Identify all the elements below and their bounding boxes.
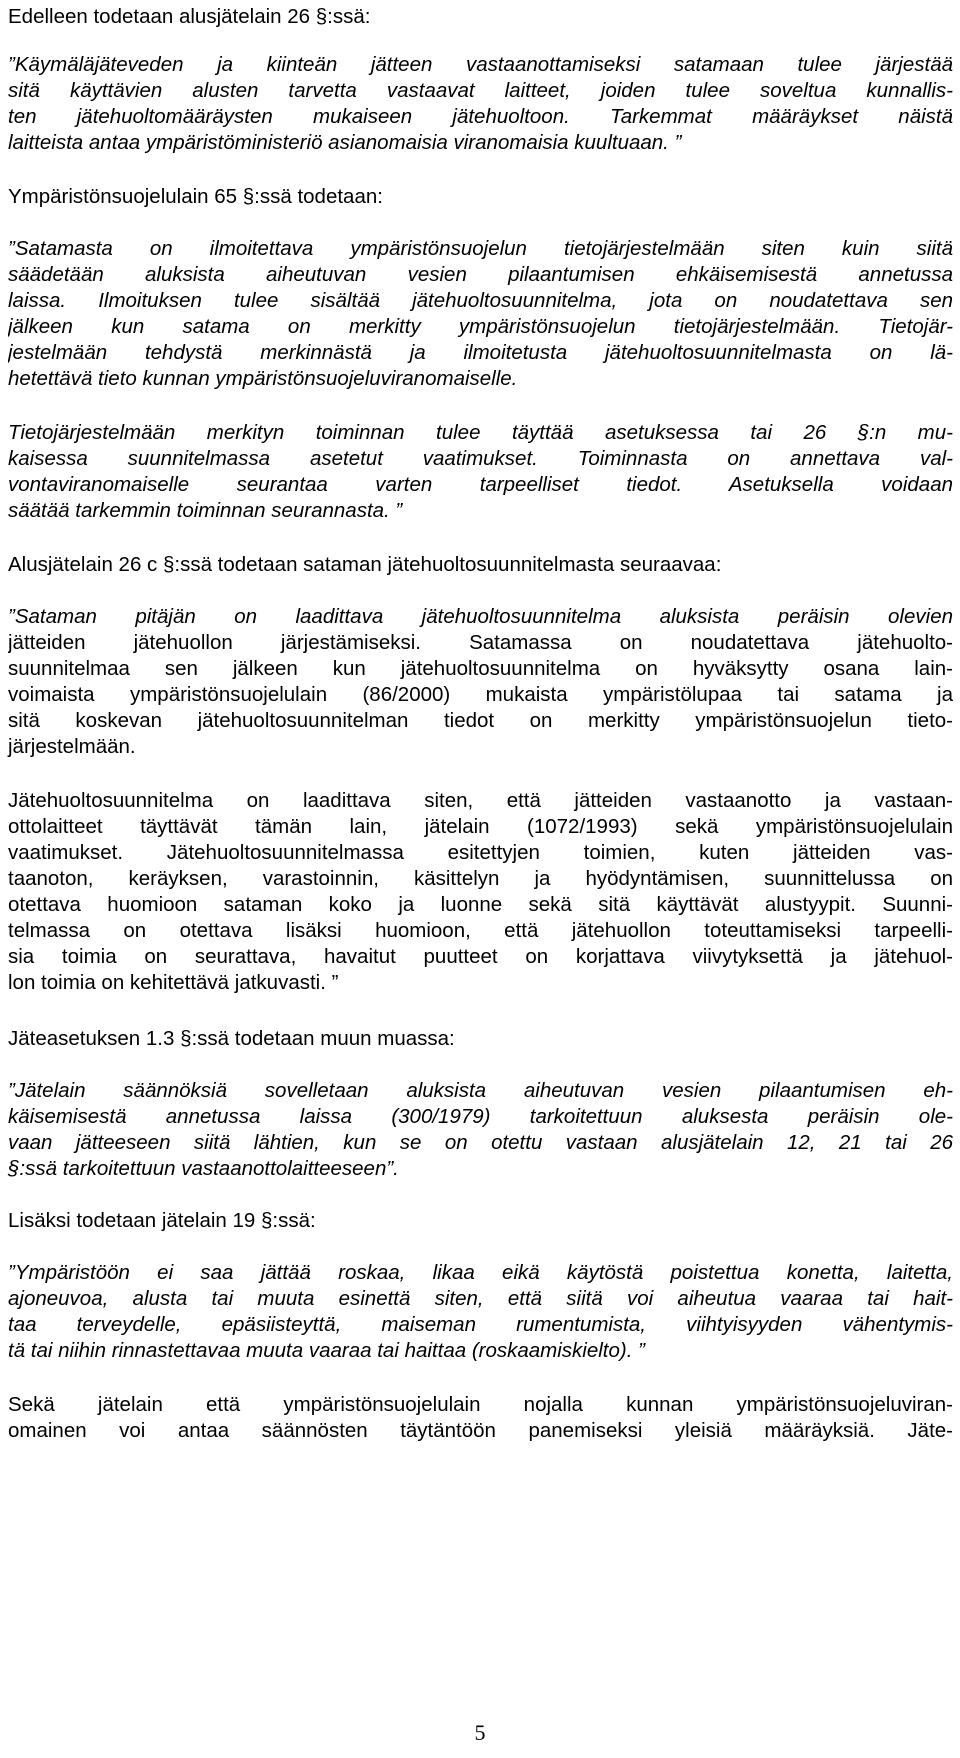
text-line: kaisessa suunnitelmassa asetetut vaatimukset. Toiminnasta on annettava val- xyxy=(8,447,953,470)
text-line: suunnitelmaa sen jälkeen kun jätehuoltosuunnitelma on hyväksytty osana lain- xyxy=(8,657,953,680)
text-line: ”Ympäristöön ei saa jättää roskaa, likaa eikä käytöstä poistettua konetta, laitetta, xyxy=(8,1261,953,1284)
text-line: taanoton, keräyksen, varastoinnin, käsittelyn ja hyödyntämisen, suunnittelussa on xyxy=(8,867,953,890)
text-line: voimaista ympäristönsuojelulain (86/2000) mukaista ympäristölupaa tai satama ja xyxy=(8,683,953,706)
text-line: vaan jätteeseen siitä lähtien, kun se on otettu vastaan alusjätelain 12, 21 tai 26 xyxy=(8,1131,953,1154)
page-number: 5 xyxy=(474,1720,486,1745)
text-line: hetettävä tieto kunnan ympäristönsuojeluviranomaiselle. xyxy=(8,367,518,390)
text-line: omainen voi antaa säännösten täytäntöön panemiseksi yleisiä määräyksiä. Jäte- xyxy=(8,1419,953,1442)
text-line: laitteista antaa ympäristöministeriö asianomaisia viranomaisia kuultuaan. ” xyxy=(8,131,682,154)
text-line: ”Sataman pitäjän on laadittava jätehuoltosuunnitelma aluksista peräisin olevien xyxy=(8,605,953,628)
text-line: laissa. Ilmoituksen tulee sisältää jätehuoltosuunnitelma, jota on noudatettava sen xyxy=(8,289,953,312)
text-line: Lisäksi todetaan jätelain 19 §:ssä: xyxy=(8,1209,316,1232)
text-line: sia toimia on seurattava, havaitut puutteet on korjattava viivytyksettä ja jätehuol- xyxy=(8,945,953,968)
text-line: säädetään aluksista aiheutuvan vesien pilaantumisen ehkäisemisestä annetussa xyxy=(8,263,953,286)
text-line: taa terveydelle, epäsiisteyttä, maiseman rumentumista, viihtyisyyden vähentymis- xyxy=(8,1313,953,1336)
text-line: järjestelmään. xyxy=(8,735,136,758)
text-line: jestelmään tehdystä merkinnästä ja ilmoitetusta jätehuoltosuunnitelmasta on lä- xyxy=(8,341,953,364)
text-line: ten jätehuoltomääräysten mukaiseen jätehuoltoon. Tarkemmat määräykset näistä xyxy=(8,105,953,128)
text-line: Jätehuoltosuunnitelma on laadittava siten, että jätteiden vastaanotto ja vastaan- xyxy=(8,789,953,812)
text-line: telmassa on otettava lisäksi huomioon, että jätehuollon toteuttamiseksi tarpeelli- xyxy=(8,919,953,942)
text-line: ”Jätelain säännöksiä sovelletaan aluksista aiheutuvan vesien pilaantumisen eh- xyxy=(8,1079,953,1102)
text-line: sitä käyttävien alusten tarvetta vastaavat laitteet, joiden tulee soveltua kunnallis- xyxy=(8,79,953,102)
text-line: Tietojärjestelmään merkityn toiminnan tulee täyttää asetuksessa tai 26 §:n mu- xyxy=(8,421,953,444)
text-line: Edelleen todetaan alusjätelain 26 §:ssä: xyxy=(8,5,371,28)
text-line: ottolaitteet täyttävät tämän lain, jätelain (1072/1993) sekä ympäristönsuojelulain xyxy=(8,815,953,838)
text-line: Ympäristönsuojelulain 65 §:ssä todetaan: xyxy=(8,185,383,208)
text-line: §:ssä tarkoitettuun vastaanottolaitteeseen”. xyxy=(8,1157,399,1180)
text-line: tä tai niihin rinnastettavaa muuta vaaraa tai haittaa (roskaamiskielto). ” xyxy=(8,1339,645,1362)
text-line: jätteiden jätehuollon järjestämiseksi. Satamassa on noudatettava jätehuolto- xyxy=(8,631,953,654)
text-line: käisemisestä annetussa laissa (300/1979) tarkoitettuun aluksesta peräisin ole- xyxy=(8,1105,953,1128)
text-line: sitä koskevan jätehuoltosuunnitelman tiedot on merkitty ympäristönsuojelun tieto- xyxy=(8,709,953,732)
text-line: Jäteasetuksen 1.3 §:ssä todetaan muun muassa: xyxy=(8,1027,455,1050)
text-line: Alusjätelain 26 c §:ssä todetaan sataman jätehuoltosuunnitelmasta seuraavaa: xyxy=(8,553,722,576)
text-line: lon toimia on kehitettävä jatkuvasti. ” xyxy=(8,971,339,994)
text-line: säätää tarkemmin toiminnan seurannasta. ” xyxy=(8,499,403,522)
text-line: vontaviranomaiselle seurantaa varten tarpeelliset tiedot. Asetuksella voidaan xyxy=(8,473,953,496)
text-line: otettava huomioon sataman koko ja luonne sekä sitä käyttävät alustyypit. Suunni- xyxy=(8,893,953,916)
text-line: ajoneuvoa, alusta tai muuta esinettä siten, että siitä voi aiheutua vaaraa tai hait- xyxy=(8,1287,953,1310)
text-line: jälkeen kun satama on merkitty ympäristönsuojelun tietojärjestelmään. Tietojär- xyxy=(8,315,953,338)
text-line: vaatimukset. Jätehuoltosuunnitelmassa esitettyjen toimien, kuten jätteiden vas- xyxy=(8,841,953,864)
text-line: Sekä jätelain että ympäristönsuojelulain nojalla kunnan ympäristönsuojeluviran- xyxy=(8,1393,953,1416)
text-line: ”Satamasta on ilmoitettava ympäristönsuojelun tietojärjestelmään siten kuin siitä xyxy=(8,237,953,260)
text-line: ”Käymäläjäteveden ja kiinteän jätteen vastaanottamiseksi satamaan tulee järjestää xyxy=(8,53,953,76)
